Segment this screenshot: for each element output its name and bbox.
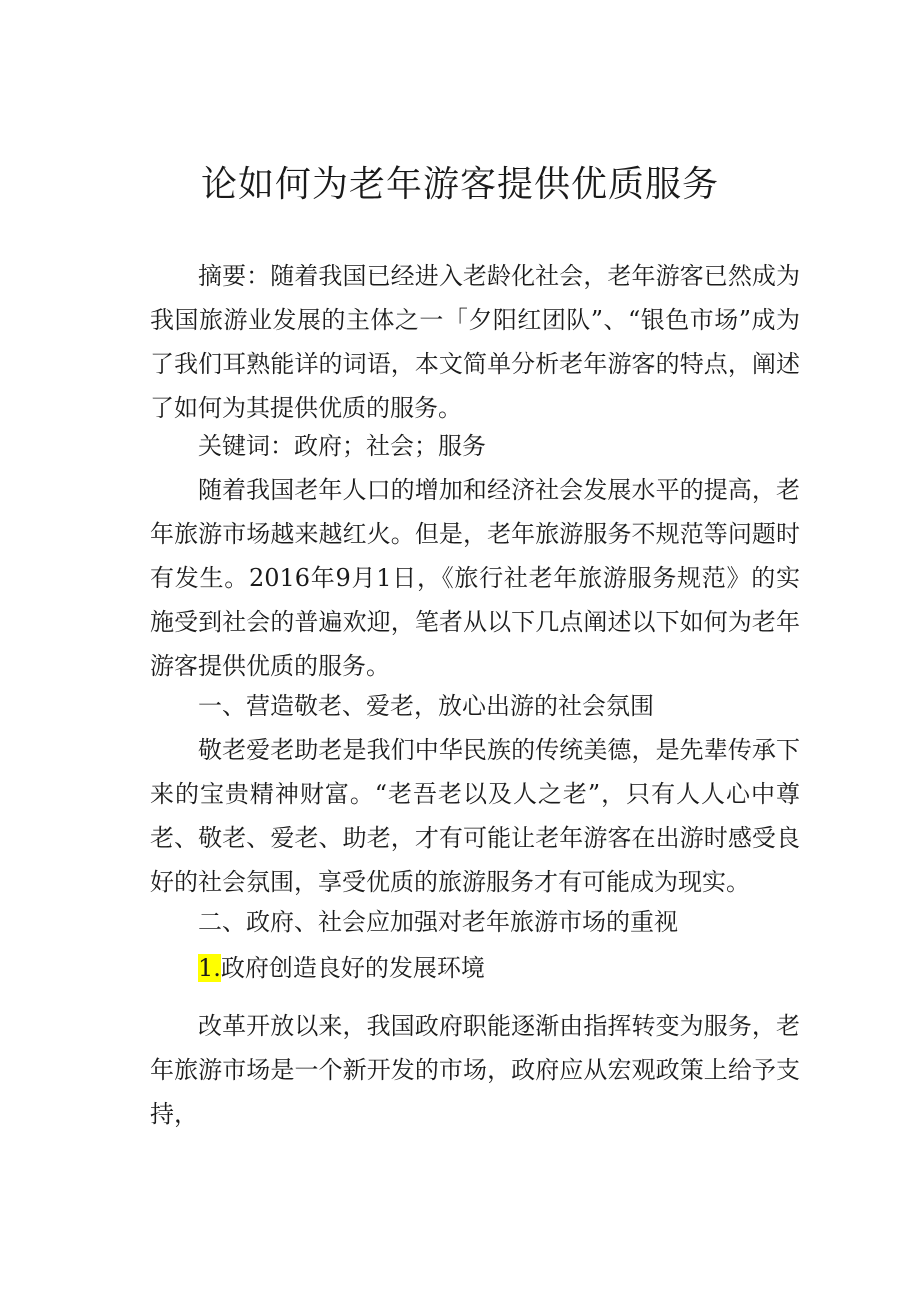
subsection1-title: 政府创造良好的发展环境 [220,954,485,982]
page-title: 论如何为老年游客提供优质服务 [200,164,719,205]
keywords-paragraph: 关键词：政府；社会；服务 [198,432,486,460]
subsection1-heading [150,946,800,990]
section1-heading: 一、营造敬老、爱老，放心出游的社会氛围 [198,692,654,720]
subsection1-body: 改革开放以来，我国政府职能逐渐由指挥转变为服务，老年旅游市场是一个新开发的市场，政府应从宏观政策上给予支持， [150,1012,800,1128]
subsection1-number: 1. [198,954,221,982]
section2-heading: 二、政府、社会应加强对老年旅游市场的重视 [198,908,678,936]
section1-body: 敬老爱老助老是我们中华民族的传统美德，是先辈传承下来的宝贵精神财富。“老吾老以及人之老”，只有人人心中尊老、敬老、爱老、助老，才有可能让老年游客在出游时感受良好的社会氛围，享受优质的旅游服务才有可能成为现实。 [150,736,800,896]
intro-paragraph: 随着我国老年人口的增加和经济社会发展水平的提高，老年旅游市场越来越红火。但是，老年旅游服务不规范等问题时有发生。2016年9月1日，《旅行社老年旅游服务规范》的实施受到社会的普遍欢迎，笔者从以下几点阐述以下如何为老年游客提供优质的服务。 [150,476,800,680]
abstract-paragraph: 摘要：随着我国已经进入老龄化社会，老年游客已然成为我国旅游业发展的主体之一「夕阳红团队”、“银色市场”成为了我们耳熟能详的词语，本文简单分析老年游客的特点，阐述了如何为其提供优质的服务。 [150,262,800,422]
